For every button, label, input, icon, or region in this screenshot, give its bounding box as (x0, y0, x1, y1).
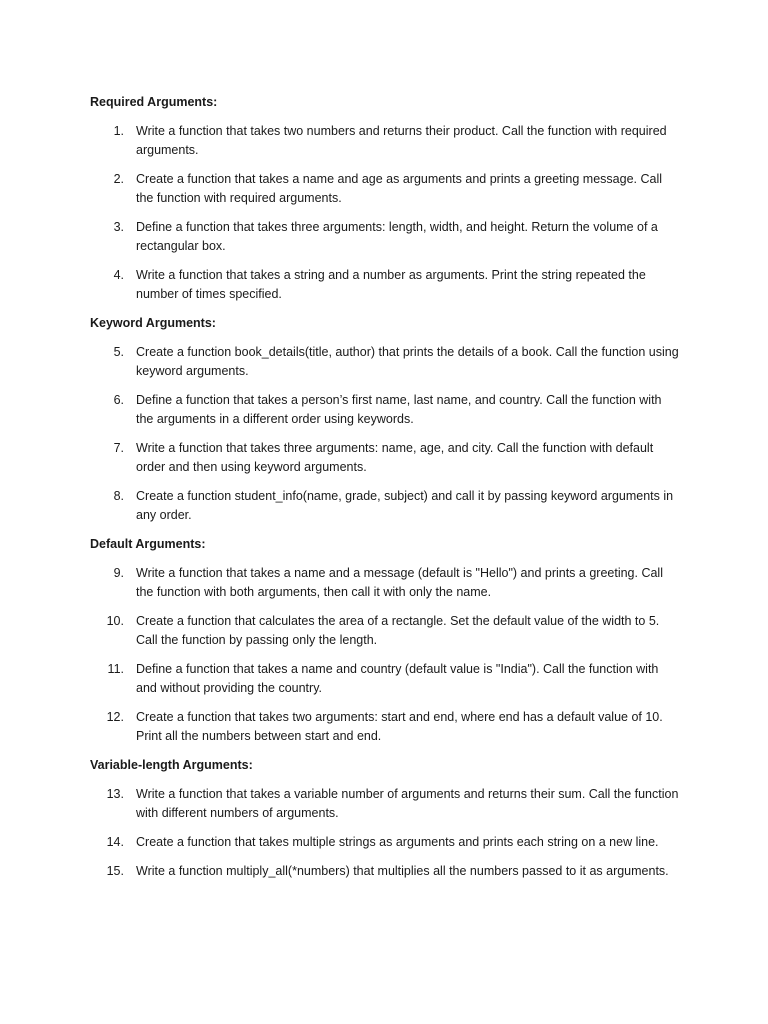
item-text: Create a function student_info(name, grade, subject) and call it by passing keyword arguments in any order. (136, 489, 674, 522)
section-heading: Keyword Arguments: (90, 316, 216, 330)
exercise-list (90, 122, 680, 304)
list-item (90, 487, 680, 525)
list-item (90, 785, 680, 823)
item-number: 15. (106, 864, 124, 878)
item-text: Create a function that calculates the area of a rectangle. Set the default value of the width to 5. Call the function by passing only the length. (136, 614, 660, 647)
item-text: Write a function that takes a name and a message (default is "Hello") and prints a greeting. Call the function with both arguments, then call it with only the name. (136, 566, 663, 599)
item-number: 10. (106, 614, 124, 628)
item-number: 3. (113, 220, 124, 234)
item-number: 4. (113, 268, 124, 282)
item-text: Write a function that takes a string and a number as arguments. Print the string repeated the number of times specified. (136, 268, 646, 301)
section-keyword-arguments (90, 314, 680, 525)
item-text: Write a function multiply_all(*numbers) that multiplies all the numbers passed to it as arguments. (136, 864, 669, 878)
exercise-list (90, 785, 680, 881)
section-required-arguments (90, 93, 680, 304)
item-number: 9. (113, 566, 124, 580)
item-number: 8. (113, 489, 124, 503)
list-item (90, 708, 680, 746)
item-number: 12. (106, 710, 124, 724)
item-number: 11. (107, 662, 124, 676)
exercise-list (90, 343, 680, 525)
item-number: 7. (113, 441, 124, 455)
item-text: Create a function that takes a name and age as arguments and prints a greeting message. Call the function with required arguments. (136, 172, 663, 205)
section-heading: Default Arguments: (90, 537, 206, 551)
item-text: Create a function that takes multiple strings as arguments and prints each string on a new line. (136, 835, 659, 849)
list-item (90, 122, 680, 160)
list-item (90, 833, 680, 852)
list-item (90, 266, 680, 304)
section-heading: Variable-length Arguments: (90, 758, 253, 772)
item-text: Define a function that takes a person’s first name, last name, and country. Call the function with the arguments in a different order using keywords. (136, 393, 662, 426)
item-number: 2. (113, 172, 124, 186)
list-item (90, 218, 680, 256)
list-item (90, 862, 680, 881)
document-content (90, 93, 680, 891)
item-text: Write a function that takes two numbers and returns their product. Call the function with required arguments. (136, 124, 667, 157)
item-number: 14. (106, 835, 124, 849)
list-item (90, 660, 680, 698)
list-item (90, 612, 680, 650)
section-heading: Required Arguments: (90, 95, 218, 109)
item-number: 13. (106, 787, 124, 801)
exercise-list (90, 564, 680, 746)
section-default-arguments (90, 535, 680, 746)
list-item (90, 391, 680, 429)
item-text: Define a function that takes three arguments: length, width, and height. Return the volume of a rectangular box. (136, 220, 658, 253)
item-text: Write a function that takes three arguments: name, age, and city. Call the function with default order and then using keyword arguments. (136, 441, 654, 474)
item-text: Write a function that takes a variable number of arguments and returns their sum. Call the function with different numbers of arguments. (136, 787, 679, 820)
list-item (90, 564, 680, 602)
list-item (90, 343, 680, 381)
item-number: 6. (113, 393, 124, 407)
list-item (90, 439, 680, 477)
section-variable-length-arguments (90, 756, 680, 881)
item-number: 1. (113, 124, 124, 138)
item-text: Define a function that takes a name and country (default value is "India"). Call the function with and without providing the country. (136, 662, 659, 695)
list-item (90, 170, 680, 208)
item-text: Create a function that takes two arguments: start and end, where end has a default value of 10. Print all the numbers between start and end. (136, 710, 663, 743)
item-number: 5. (113, 345, 124, 359)
item-text: Create a function book_details(title, author) that prints the details of a book. Call the function using keyword arguments. (136, 345, 679, 378)
